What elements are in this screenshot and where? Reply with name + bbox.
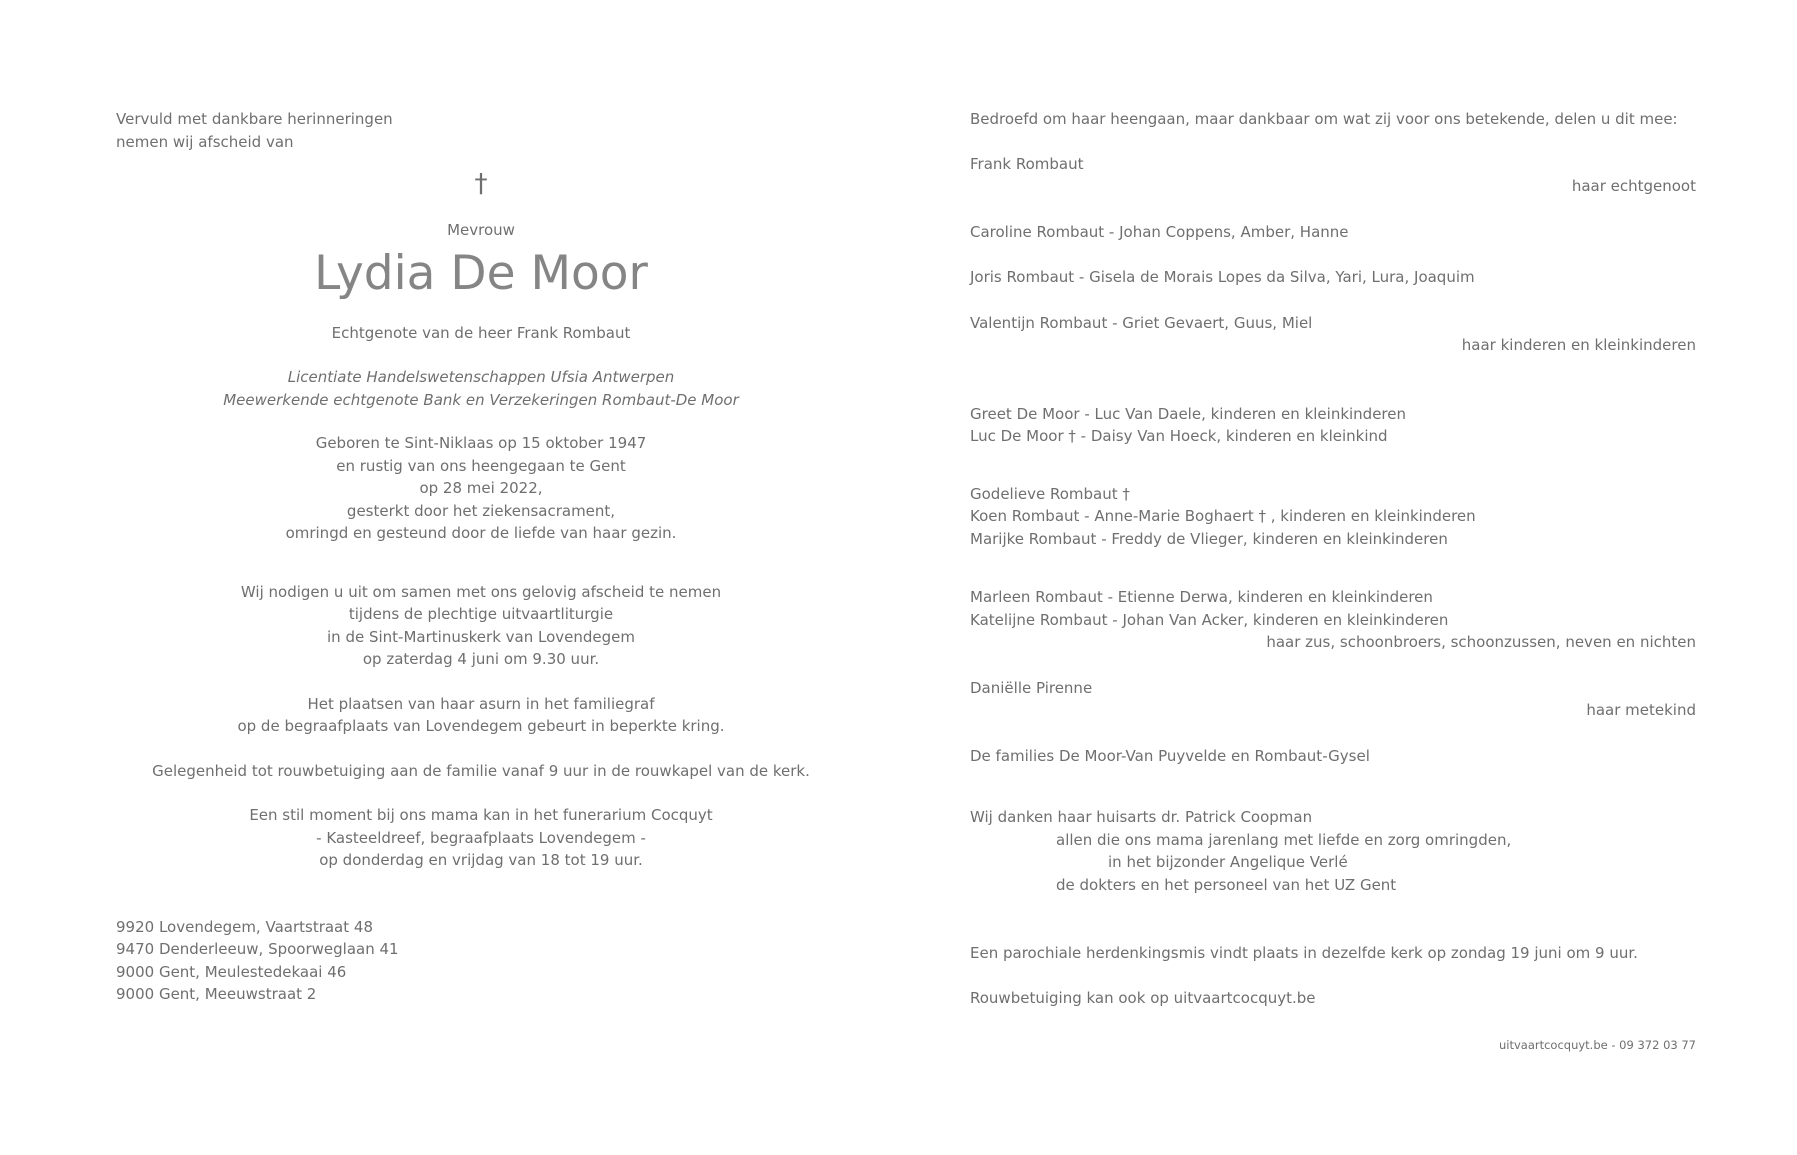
moment-line: Een stil moment bij ons mama kan in het funerarium Cocquyt [249, 806, 713, 824]
birth-line: en rustig van ons heengegaan te Gent [336, 456, 626, 475]
invitation-line: op zaterdag 4 juni om 9.30 uur. [362, 650, 600, 668]
sibling-line: Marleen Rombaut - Etienne Derwa, kinderen en kleinkinderen [970, 588, 1433, 606]
condolence-line: Gelegenheid tot rouwbetuiging aan de familie vanaf 9 uur in de rouwkapel van de kerk. [152, 761, 810, 780]
deceased-name: Lydia De Moor [314, 245, 648, 301]
sibling-line: Marijke Rombaut - Freddy de Vlieger, kinderen en kleinkinderen [970, 529, 1448, 548]
birth-line: Geboren te Sint-Niklaas op 15 oktober 1947 [315, 434, 647, 452]
intro-line: Vervuld met dankbare herinneringen [116, 110, 393, 128]
announcement-intro: Bedroefd om haar heengaan, maar dankbaar om wat zij voor ons betekende, delen u dit mee: [970, 110, 1678, 128]
footer-contact: uitvaartcocquyt.be - 09 372 03 77 [1498, 1038, 1696, 1052]
spouse-line: Echtgenote van de heer Frank Rombaut [331, 323, 631, 342]
address-line: 9470 Denderleeuw, Spoorweglaan 41 [116, 940, 399, 958]
child-line: Joris Rombaut - Gisela de Morais Lopes da Silva, Yari, Lura, Joaquim [970, 268, 1475, 286]
thanks-detail: de dokters en het personeel van het UZ Gent [1056, 875, 1397, 894]
husband-name: Frank Rombaut [970, 154, 1084, 173]
thanks-detail: in het bijzonder Angelique Verlé [1108, 853, 1348, 871]
siblings-role: haar zus, schoonbroers, schoonzussen, neven en nichten [1266, 633, 1696, 651]
cross-icon: † [474, 169, 488, 199]
title-line: Licentiate Handelswetenschappen Ufsia Antwerpen [287, 368, 675, 386]
moment-line: - Kasteeldreef, begraafplaats Lovendegem - [316, 828, 646, 847]
invitation-line: tijdens de plechtige uitvaartliturgie [348, 605, 614, 623]
burial-line: Het plaatsen van haar asurn in het familiegraf [307, 694, 655, 713]
sibling-line: Katelijne Rombaut - Johan Van Acker, kinderen en kleinkinderen [970, 610, 1449, 629]
families-line: De families De Moor-Van Puyvelde en Rombaut-Gysel [970, 746, 1370, 765]
godchild-role: haar metekind [1586, 701, 1696, 719]
right-column [970, 108, 1696, 1009]
thanks-line: Wij danken haar huisarts dr. Patrick Coopman [970, 808, 1313, 826]
intro-line: nemen wij afscheid van [116, 132, 294, 151]
address-line: 9000 Gent, Meulestedekaai 46 [116, 962, 347, 981]
address-line: 9920 Lovendegem, Vaartstraat 48 [116, 917, 373, 936]
moment-line: op donderdag en vrijdag van 18 tot 19 uur. [319, 851, 643, 869]
children-role: haar kinderen en kleinkinderen [1461, 336, 1696, 354]
child-line: Caroline Rombaut - Johan Coppens, Amber, Hanne [970, 222, 1349, 241]
left-column [116, 108, 846, 1006]
husband-role: haar echtgenoot [1571, 177, 1696, 195]
mass-line: Een parochiale herdenkingsmis vindt plaats in dezelfde kerk op zondag 19 juni om 9 uur. [970, 944, 1638, 962]
address-line: 9000 Gent, Meeuwstraat 2 [116, 985, 317, 1003]
birth-line: omringd en gesteund door de liefde van haar gezin. [285, 524, 677, 542]
child-line: Valentijn Rombaut - Griet Gevaert, Guus, Miel [970, 313, 1313, 332]
online-condolence-line: Rouwbetuiging kan ook op uitvaartcocquyt.be [970, 988, 1316, 1007]
sibling-line: Godelieve Rombaut † [970, 484, 1130, 503]
birth-line: op 28 mei 2022, [419, 479, 543, 497]
sibling-line: Luc De Moor † - Daisy Van Hoeck, kinderen en kleinkind [970, 427, 1388, 445]
invitation-line: Wij nodigen u uit om samen met ons gelovig afscheid te nemen [240, 582, 722, 601]
sibling-line: Greet De Moor - Luc Van Daele, kinderen en kleinkinderen [970, 404, 1407, 423]
birth-line: gesterkt door het ziekensacrament, [346, 501, 616, 520]
salutation: Mevrouw [447, 221, 515, 239]
burial-line: op de begraafplaats van Lovendegem gebeurt in beperkte kring. [237, 717, 725, 735]
godchild-name: Daniëlle Pirenne [970, 678, 1093, 697]
thanks-detail: allen die ons mama jarenlang met liefde en zorg omringden, [1056, 830, 1512, 849]
sibling-line: Koen Rombaut - Anne-Marie Boghaert † , kinderen en kleinkinderen [970, 507, 1476, 525]
invitation-line: in de Sint-Martinuskerk van Lovendegem [327, 627, 635, 646]
title-line: Meewerkende echtgenote Bank en Verzekeringen Rombaut-De Moor [223, 390, 739, 409]
